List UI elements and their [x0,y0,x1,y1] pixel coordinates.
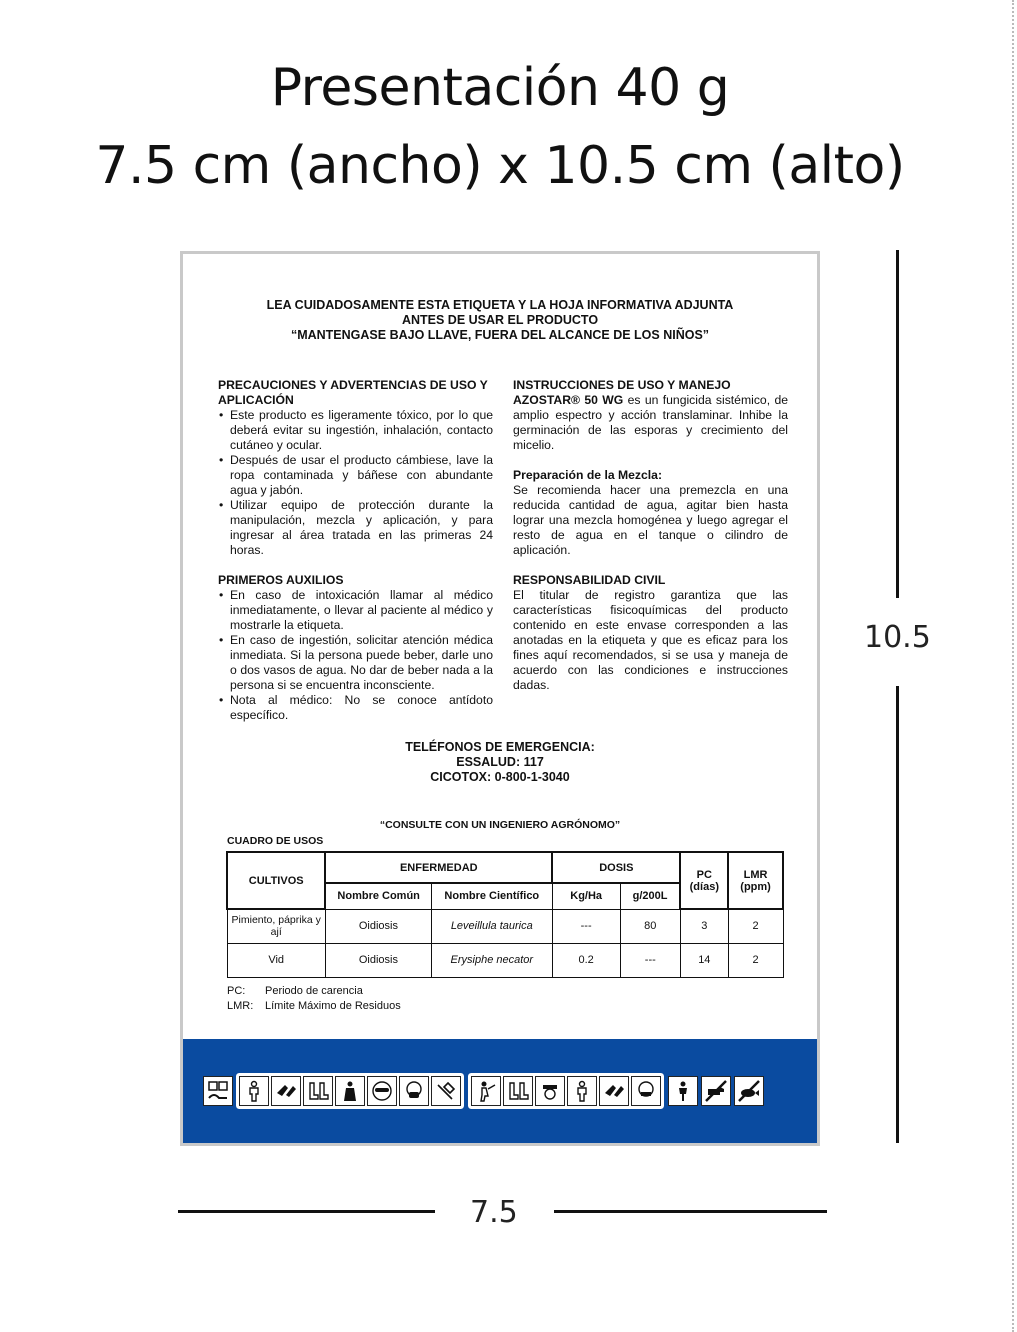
danger-animals-icon [668,1076,698,1106]
overalls-icon [239,1076,269,1106]
dimensions-subtitle: 7.5 cm (ancho) x 10.5 cm (alto) [95,136,905,196]
gloves-icon [599,1076,629,1106]
header-line-3: “MANTENGASE BAJO LLAVE, FUERA DEL ALCANCE DE LOS NIÑOS” [290,328,710,342]
list-item: • Nota al médico: No se conoce antídoto específico. [230,693,493,723]
mixture-text: Se recomienda hacer una premezcla en una reducida cantidad de agua, agitar bien hasta lograr una mezcla homogénea y luego agregar el resto de agua en el tanque o cilindro de aplicación. [513,483,788,557]
application-pictograms [468,1073,664,1109]
width-dimension-line-left [178,1210,435,1213]
col-header-comun: Nombre Común [325,883,431,909]
cicotox-phone: CICOTOX: 0-800-1-3040 [430,770,570,784]
page-edge-guide [1012,0,1014,1332]
preparation-pictograms [236,1073,464,1109]
uses-table [226,851,784,978]
precautions-title: PRECAUCIONES Y ADVERTENCIAS DE USO Y APLICACIÓN [218,378,488,407]
wash-icon [431,1076,461,1106]
product-name: AZOSTAR® 50 WG [513,393,624,407]
boots-icon [303,1076,333,1106]
mask-icon [631,1076,661,1106]
left-column [218,378,493,723]
essalud-phone: ESSALUD: 117 [456,755,544,769]
col-header-cultivos: CULTIVOS [227,852,325,909]
table-row: Vid Oidiosis Erysiphe necator 0.2 --- 14 2 [227,943,783,977]
right-column [513,378,788,693]
col-header-kgha: Kg/Ha [552,883,620,909]
face-shield-icon [535,1076,565,1106]
list-item: • En caso de ingestión, solicitar atención médica inmediata. Si la persona puede beber, darle uno o dos vasos de agua. No dar de beber nada a la persona si se encuentra inconsciente. [230,633,493,693]
instructions-title: INSTRUCCIONES DE USO Y MANEJO [513,378,731,392]
uses-table-title: CUADRO DE USOS [227,835,324,847]
col-header-g200: g/200L [620,883,680,909]
storage-icon [203,1076,233,1106]
height-dimension-label: 10.5 [864,620,931,655]
liability-title: RESPONSABILIDAD CIVIL [513,573,666,587]
presentation-title: Presentación 40 g [270,58,730,118]
emergency-title: TELÉFONOS DE EMERGENCIA: [405,740,595,754]
width-dimension-label: 7.5 [470,1195,518,1230]
col-header-cientifico: Nombre Científico [431,883,552,909]
col-header-pc: PC (días) [680,852,728,909]
header-line-2: ANTES DE USAR EL PRODUCTO [401,313,599,327]
header-line-1: LEA CUIDADOSAMENTE ESTA ETIQUETA Y LA HOJA INFORMATIVA ADJUNTA [266,298,734,312]
first-aid-title: PRIMEROS AUXILIOS [218,573,344,587]
table-row: Pimiento, páprika y ají Oidiosis Leveillula taurica --- 80 3 2 [227,909,783,943]
col-header-dosis: DOSIS [552,852,680,883]
list-item: • En caso de intoxicación llamar al médico inmediatamente, o llevar al paciente al médico y mostrarle la etiqueta. [230,588,493,633]
height-dimension-line-top [896,250,899,598]
goggles-icon [367,1076,397,1106]
no-livestock-icon [701,1076,731,1106]
boots-icon [503,1076,533,1106]
gloves-icon [271,1076,301,1106]
col-header-lmr: LMR (ppm) [728,852,783,909]
width-dimension-line-right [554,1210,827,1213]
no-fish-icon [734,1076,764,1106]
col-header-enfermedad: ENFERMEDAD [325,852,552,883]
spray-icon [471,1076,501,1106]
mixture-title: Preparación de la Mezcla: [513,468,663,482]
precautions-list [218,408,493,558]
emergency-phones [183,740,817,785]
list-item: • Utilizar equipo de protección durante la manipulación, mezcla y aplicación, y para ingresar al área tratada en las primeras 24 horas. [230,498,493,558]
product-label [180,251,820,1146]
pictogram-band [183,1039,817,1143]
apron-icon [335,1076,365,1106]
list-item: • Después de usar el producto cámbiese, lave la ropa contaminada y báñese con abundante agua y jabón. [230,453,493,498]
overalls-icon [567,1076,597,1106]
height-dimension-line-bottom [896,686,899,1143]
list-item: • Este producto es ligeramente tóxico, por lo que deberá evitar su ingestión, inhalación, contacto cutáneo y ocular. [230,408,493,453]
liability-text: El titular de registro garantiza que las características fisicoquímicas del producto contenido en este envase corresponden a las anotadas en la etiqueta y que es eficaz para los fines aquí recomendados, si se usa y maneja de acuerdo con las condiciones e instrucciones dadas. [513,588,788,692]
instructions-text: AZOSTAR® 50 WG es un fungicida sistémico, de amplio espectro y acción translaminar. Inhibe la germinación de las esporas y crecimiento del micelio. [513,393,788,452]
first-aid-list [218,588,493,723]
label-header [183,298,817,343]
table-legend: PC: Periodo de carencia LMR: Límite Máximo de Residuos [227,985,401,1012]
consult-note: “CONSULTE CON UN INGENIERO AGRÓNOMO” [379,819,621,831]
respirator-icon [399,1076,429,1106]
pictogram-row [203,1073,764,1109]
